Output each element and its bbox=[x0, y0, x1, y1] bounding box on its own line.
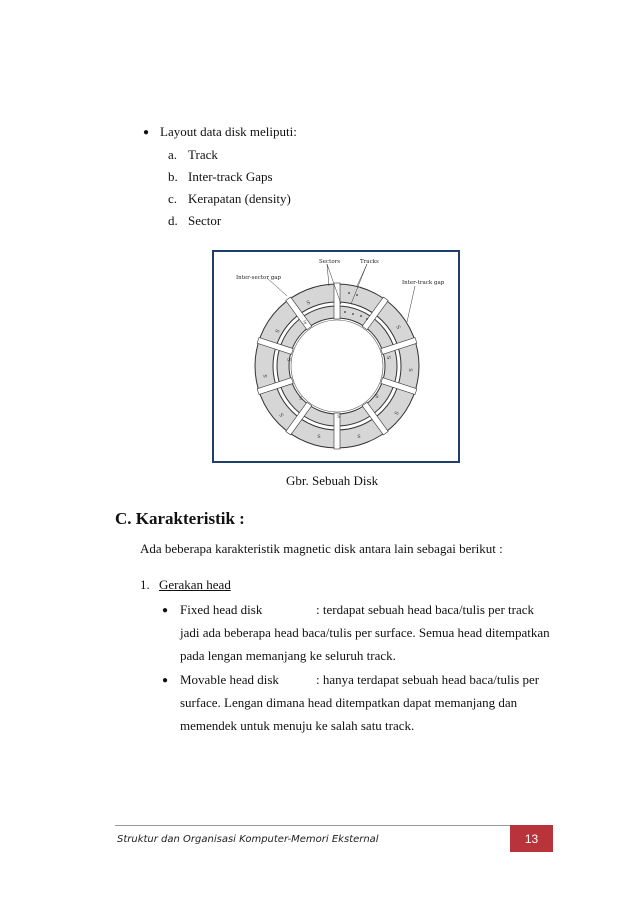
section-intro: Ada beberapa karakteristik magnetic disk antara lain sebagai berikut : bbox=[140, 541, 503, 556]
list-marker: a. bbox=[168, 147, 178, 162]
page-number: 13 bbox=[510, 825, 553, 852]
point-line: surface. Lengan dimana head ditempatkan dapat memanjang dan bbox=[180, 695, 518, 710]
bullet-icon: ● bbox=[162, 605, 169, 616]
sectors-label: Sectors bbox=[319, 259, 341, 265]
tracks-label: Tracks bbox=[360, 259, 379, 265]
sector-label: S bbox=[303, 320, 307, 326]
sector-label: S bbox=[392, 409, 400, 416]
list-item: Kerapatan (density) bbox=[188, 191, 291, 206]
point-term: Movable head disk bbox=[180, 672, 279, 687]
sector-label: S bbox=[305, 299, 312, 307]
list-item: Inter-track Gaps bbox=[188, 169, 273, 184]
inter-track-gap-label: Inter-track gap bbox=[402, 280, 445, 286]
sector-label: S bbox=[274, 328, 282, 335]
bullet-icon: ● bbox=[162, 675, 169, 686]
sector-label: S bbox=[384, 355, 392, 361]
sector-label: S bbox=[407, 368, 413, 372]
point-line: : terdapat sebuah head baca/tulis per track bbox=[316, 602, 535, 617]
point-line: pada lengan memanjang ke seluruh track. bbox=[180, 648, 396, 663]
subsection-number: 1. bbox=[140, 577, 150, 592]
sector-label: S bbox=[278, 411, 286, 418]
bullet-icon: ● bbox=[143, 127, 150, 138]
disk-figure bbox=[212, 250, 460, 463]
figure-caption: Gbr. Sebuah Disk bbox=[286, 473, 379, 488]
disk-diagram bbox=[214, 252, 458, 461]
footer-text: Struktur dan Organisasi Komputer-Memori Eksternal bbox=[117, 834, 379, 845]
sector-label: S bbox=[375, 394, 379, 400]
list-item: Track bbox=[188, 147, 218, 162]
sector-label: S bbox=[286, 357, 294, 363]
section-heading: C. Karakteristik : bbox=[115, 509, 245, 528]
sector-label: S bbox=[394, 324, 402, 331]
sector-label: S bbox=[337, 414, 341, 420]
list-marker: c. bbox=[168, 191, 178, 206]
subsection-title: Gerakan head bbox=[159, 577, 231, 592]
list-intro: Layout data disk meliputi: bbox=[160, 124, 297, 139]
list-marker: b. bbox=[168, 169, 178, 184]
point-line: : hanya terdapat sebuah head baca/tulis per bbox=[316, 672, 540, 687]
sector-label: S bbox=[317, 434, 321, 440]
list-item: Sector bbox=[188, 213, 222, 228]
list-marker: d. bbox=[168, 213, 178, 228]
point-term: Fixed head disk bbox=[180, 602, 263, 617]
disk-hub bbox=[286, 318, 385, 414]
point-line: memendek untuk menuju ke salah satu track. bbox=[180, 718, 415, 733]
footer-divider bbox=[115, 825, 510, 826]
point-line: jadi ada beberapa head baca/tulis per surface. Semua head ditempatkan bbox=[180, 625, 550, 640]
sector-label: S bbox=[357, 434, 361, 440]
sector-label: S bbox=[299, 396, 303, 402]
sector-label: S bbox=[263, 374, 269, 378]
inter-sector-gap-label: Inter-sector gap bbox=[236, 275, 282, 281]
